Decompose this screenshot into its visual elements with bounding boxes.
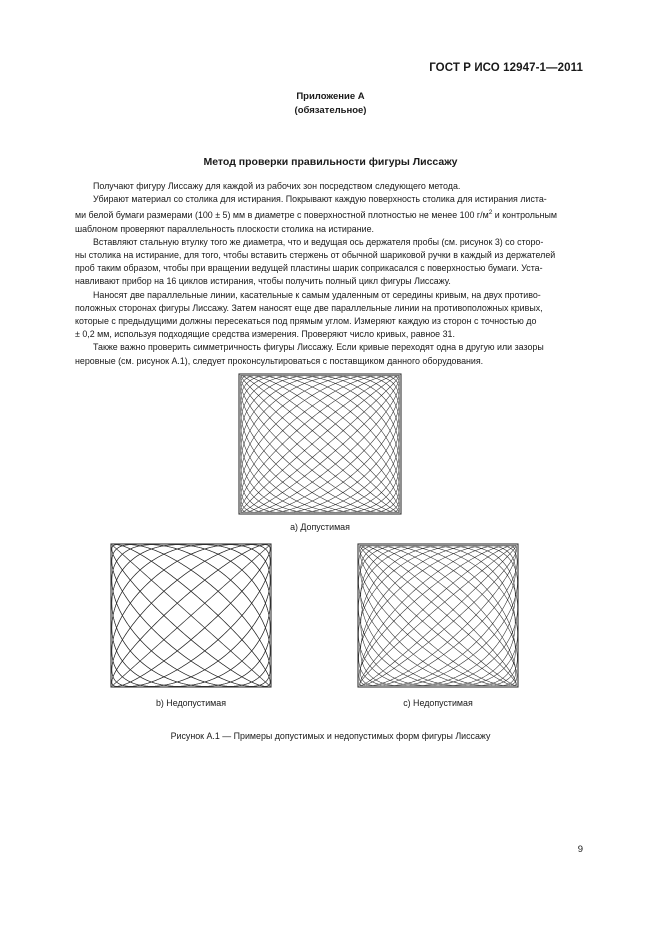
lissajous-curve: [241, 375, 400, 512]
lissajous-curve: [241, 375, 400, 512]
lissajous-curve: [361, 545, 518, 685]
body-line: ны столика на истирание, для того, чтобы вставить стержень от обычной шариковой ручки в каждый из держателей: [75, 249, 556, 260]
lissajous-curve: [241, 375, 400, 512]
lissajous-curve: [359, 545, 516, 685]
lissajous-curve: [241, 375, 400, 512]
lissajous-curve: [361, 545, 518, 685]
lissajous-curve: [241, 375, 400, 512]
lissajous-curve: [241, 375, 400, 512]
lissajous-curve: [241, 375, 400, 512]
lissajous-figure-b: [108, 541, 274, 690]
lissajous-curve: [359, 545, 516, 685]
paragraph-1: [75, 180, 585, 193]
body-line: ± 0,2 мм, используя подходящие средства измерения. Проверяют число кривых, равное 31.: [75, 329, 455, 340]
lissajous-curve: [360, 545, 517, 685]
lissajous-curve: [358, 545, 515, 685]
lissajous-figure-b-drawing: [108, 541, 274, 690]
body-line: ми белой бумаги размерами (100 ± 5) мм в диаметре с поверхностной плотностью не менее 100 г/м: [75, 210, 489, 221]
body-line: Также важно проверить симметричность фигуры Лиссажу. Если кривые переходят одна в другую или зазоры: [93, 342, 544, 353]
paragraph-4: [75, 289, 585, 342]
lissajous-curve: [359, 545, 516, 685]
lissajous-curve: [361, 545, 518, 685]
lissajous-curve: [359, 545, 516, 685]
lissajous-curve: [241, 375, 400, 512]
body-line: положных сторонах фигуры Лиссажу. Затем наносят еще две параллельные линии на противоположных кривых,: [75, 302, 543, 313]
document-code: ГОСТ Р ИСО 12947-1—2011: [429, 62, 583, 74]
section-title: Метод проверки правильности фигуры Лиссажу: [203, 156, 458, 168]
lissajous-curve: [359, 545, 516, 685]
lissajous-curve: [241, 375, 400, 512]
lissajous-curve: [241, 375, 400, 512]
body-line: навливают прибор на 16 циклов истирания, чтобы получить полный цикл фигуры Лиссажу.: [75, 276, 451, 287]
lissajous-curve: [241, 375, 400, 512]
body-line: которые с предыдущими должны пересекаться под прямым углом. Измеряют каждую из сторон с точностью до: [75, 316, 537, 326]
caption-b: b) Недопустимая: [155, 698, 227, 708]
superscript: 2: [488, 209, 493, 217]
body-line: неровные (см. рисунок А.1), следует проконсультироваться с поставщиком данного оборудования.: [75, 355, 484, 366]
annex-status: (обязательное): [294, 105, 367, 116]
body-line: шаблоном проверяют параллельность плоскости столика на истирание.: [75, 223, 374, 234]
annex-heading: [0, 90, 661, 118]
lissajous-curve: [360, 545, 517, 685]
body-line-with-sup: [75, 206, 585, 222]
paragraph-5: [75, 341, 585, 367]
lissajous-curve: [360, 545, 517, 685]
lissajous-curve: [361, 545, 518, 685]
body-text: [75, 180, 585, 368]
lissajous-figure-a-drawing: [236, 371, 404, 517]
lissajous-figure-a: [236, 371, 404, 517]
lissajous-curve: [360, 545, 517, 685]
figure-caption: Рисунок А.1 — Примеры допустимых и недопустимых форм фигуры Лиссажу: [170, 731, 491, 741]
lissajous-curve: [241, 375, 400, 512]
lissajous-curve: [359, 545, 516, 685]
body-line: Наносят две параллельные линии, касательные к самым удаленным от середины кривым, на двух противо-: [93, 289, 541, 300]
paragraph-3: [75, 236, 585, 289]
pattern-border: [358, 544, 518, 687]
paragraph-2: [75, 193, 585, 236]
lissajous-curve: [241, 375, 400, 512]
caption-a: а) Допустимая: [290, 522, 350, 532]
lissajous-figure-c: [355, 541, 521, 690]
annex-title: Приложение А: [296, 91, 365, 102]
lissajous-curve: [358, 545, 515, 685]
body-line-tail: и контрольным: [492, 210, 557, 221]
body-line: проб таким образом, чтобы при вращении ведущей пластины шарик соприкасался с поверхностью бумаги. Уста-: [75, 263, 543, 274]
lissajous-figure-c-drawing: [355, 541, 521, 690]
body-line: Вставляют стальную втулку того же диаметра, что и ведущая ось держателя пробы (см. рисунок 3) со сторо-: [93, 236, 544, 247]
pattern-border: [239, 374, 401, 514]
body-line: Получают фигуру Лиссажу для каждой из рабочих зон посредством следующего метода.: [93, 181, 461, 191]
lissajous-curve: [241, 375, 400, 512]
caption-c: с) Недопустимая: [403, 698, 473, 708]
body-line: Убирают материал со столика для истирания. Покрывают каждую поверхность столика для истирания листа-: [93, 194, 547, 205]
lissajous-curve: [241, 375, 400, 512]
page-number: 9: [577, 844, 583, 855]
lissajous-curve: [241, 375, 400, 512]
